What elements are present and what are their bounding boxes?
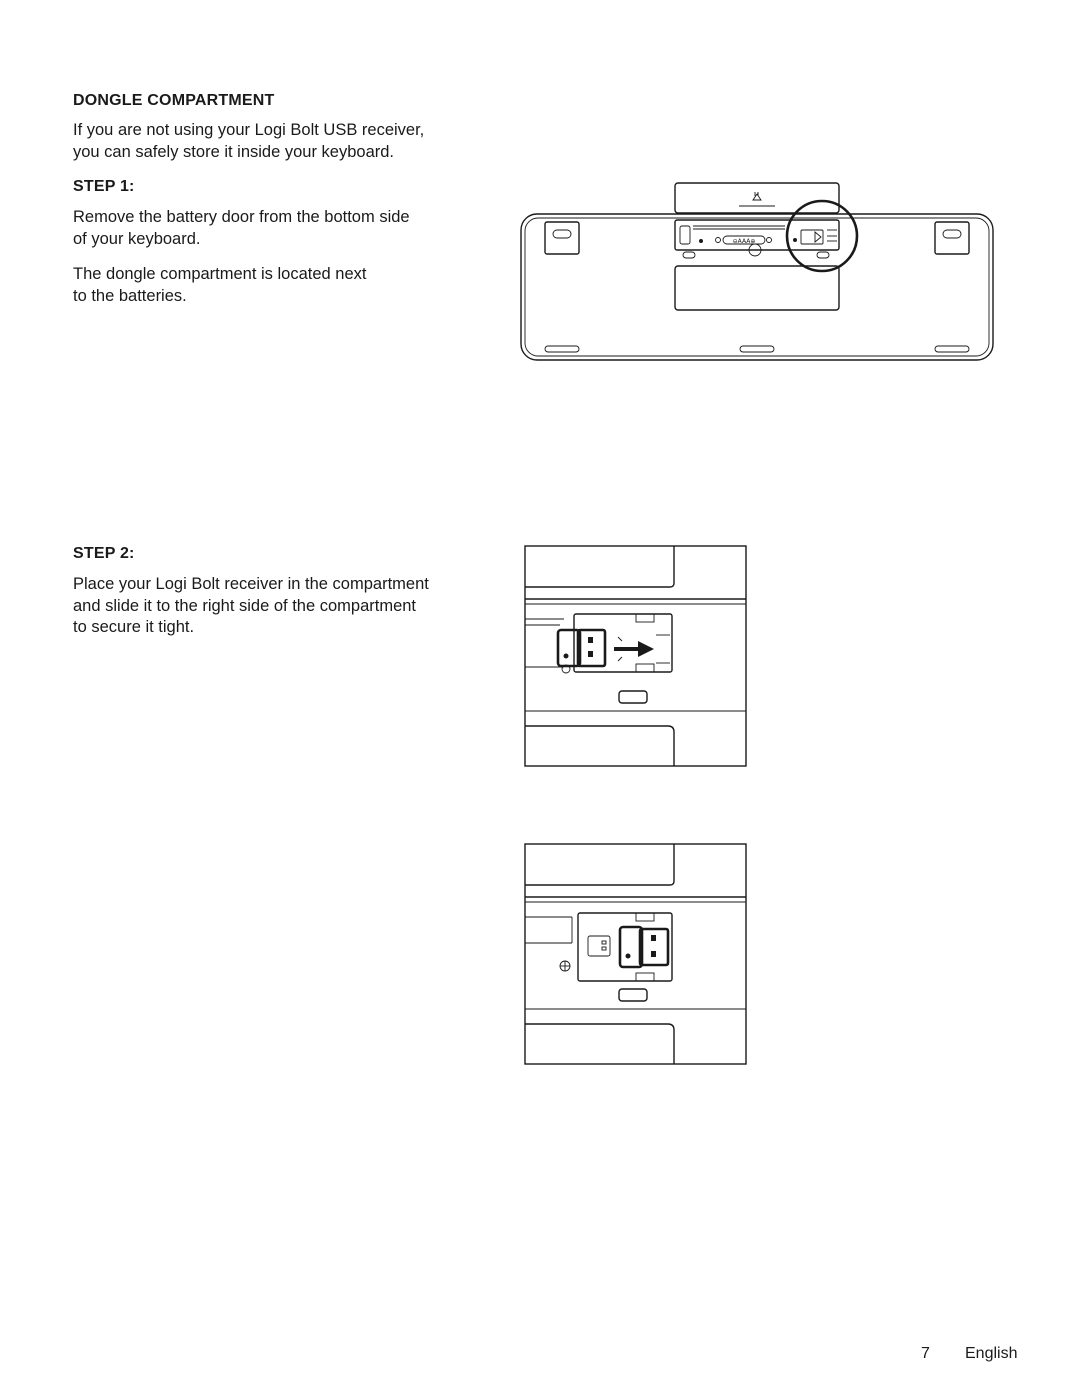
dongle-insert-illustration [524, 545, 748, 768]
step2-heading: STEP 2: [73, 545, 135, 562]
svg-text:⊖AAA⊕: ⊖AAA⊕ [732, 238, 756, 245]
dongle-secured-illustration [524, 843, 748, 1066]
page-number: 7 [921, 1345, 930, 1362]
section-title: DONGLE COMPARTMENT [73, 92, 275, 109]
section-intro: If you are not using your Logi Bolt USB receiver, you can safely store it inside your keyboard. [73, 121, 425, 161]
step1-text-remove-door: Remove the battery door from the bottom side of your keyboard. [73, 208, 410, 248]
step1-text-location: The dongle compartment is located next to the batteries. [73, 265, 367, 305]
footer-language: English [965, 1345, 1018, 1362]
keyboard-bottom-illustration [515, 178, 1000, 368]
step1-heading: STEP 1: [73, 178, 135, 195]
step2-text: Place your Logi Bolt receiver in the compartment and slide it to the right side of the compartment to secure it tight. [73, 575, 429, 636]
